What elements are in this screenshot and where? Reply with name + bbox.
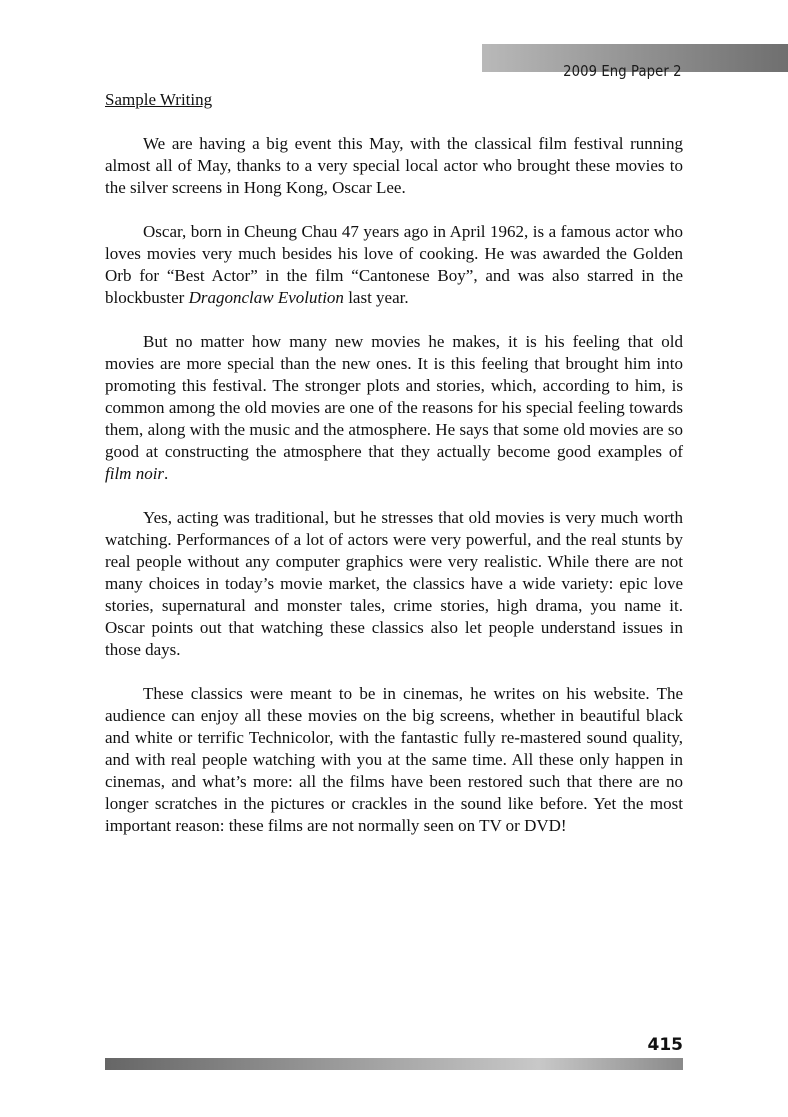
header-title: 2009 Eng Paper 2 [563, 62, 682, 80]
document-body [105, 89, 683, 859]
text-run: last year. [343, 288, 409, 307]
text-run: Yes, acting was traditional, but he stresses that old movies is very much worth watching. Performances of a lot of actors were very powerful, and the real stunts by real people without any computer graphics were very realistic. While there are not many choices in today’s movie market, the classics have a wide variety: epic love stories, supernatural and monster tales, crime stories, high drama, you name it. Oscar points out that watching these classics also let people understand issues in those days. [105, 508, 683, 659]
text-run: These classics were meant to be in cinemas, he writes on his website. The audience can enjoy all these movies on the big screens, whether in beautiful black and white or terrific Technicolor, with the fantastic fully re-mastered sound quality, and with real people watching with you at the same time. All these only happen in cinemas, and what’s more: all the films have been restored such that there are no longer scratches in the pictures or crackles in the sound like before. Yet the most important reason: these films are not normally seen on TV or DVD! [105, 684, 683, 835]
page-number: 415 [647, 1035, 683, 1055]
italic-title: Dragonclaw Evolution [188, 288, 344, 307]
paragraph-3 [105, 331, 683, 485]
text-run: But no matter how many new movies he makes, it is his feeling that old movies are more special than the new ones. It is this feeling that brought him into promoting this festival. The stronger plots and stories, which, according to him, is common among the old movies are one of the reasons for his special feeling towards them, along with the music and the atmosphere. He says that some old movies are so good at constructing the atmosphere that they actually become good examples of [105, 332, 683, 461]
paragraph-5 [105, 683, 683, 837]
text-run: Oscar, born in Cheung Chau 47 years ago in April 1962, is a famous actor who loves movies very much besides his love of cooking. He was awarded the Golden Orb for “Best Actor” in the film “Cantonese Boy”, and was also starred in the blockbuster [105, 222, 683, 307]
paragraph-2 [105, 221, 683, 309]
text-run: . [164, 464, 169, 483]
section-heading: Sample Writing [105, 90, 213, 109]
paragraph-4 [105, 507, 683, 661]
text-run: We are having a big event this May, with the classical film festival running almost all of May, thanks to a very special local actor who brought these movies to the silver screens in Hong Kong, Oscar Lee. [105, 134, 683, 197]
paragraph-1 [105, 133, 683, 199]
footer-bar [105, 1058, 683, 1070]
italic-title: film noir [105, 464, 165, 483]
